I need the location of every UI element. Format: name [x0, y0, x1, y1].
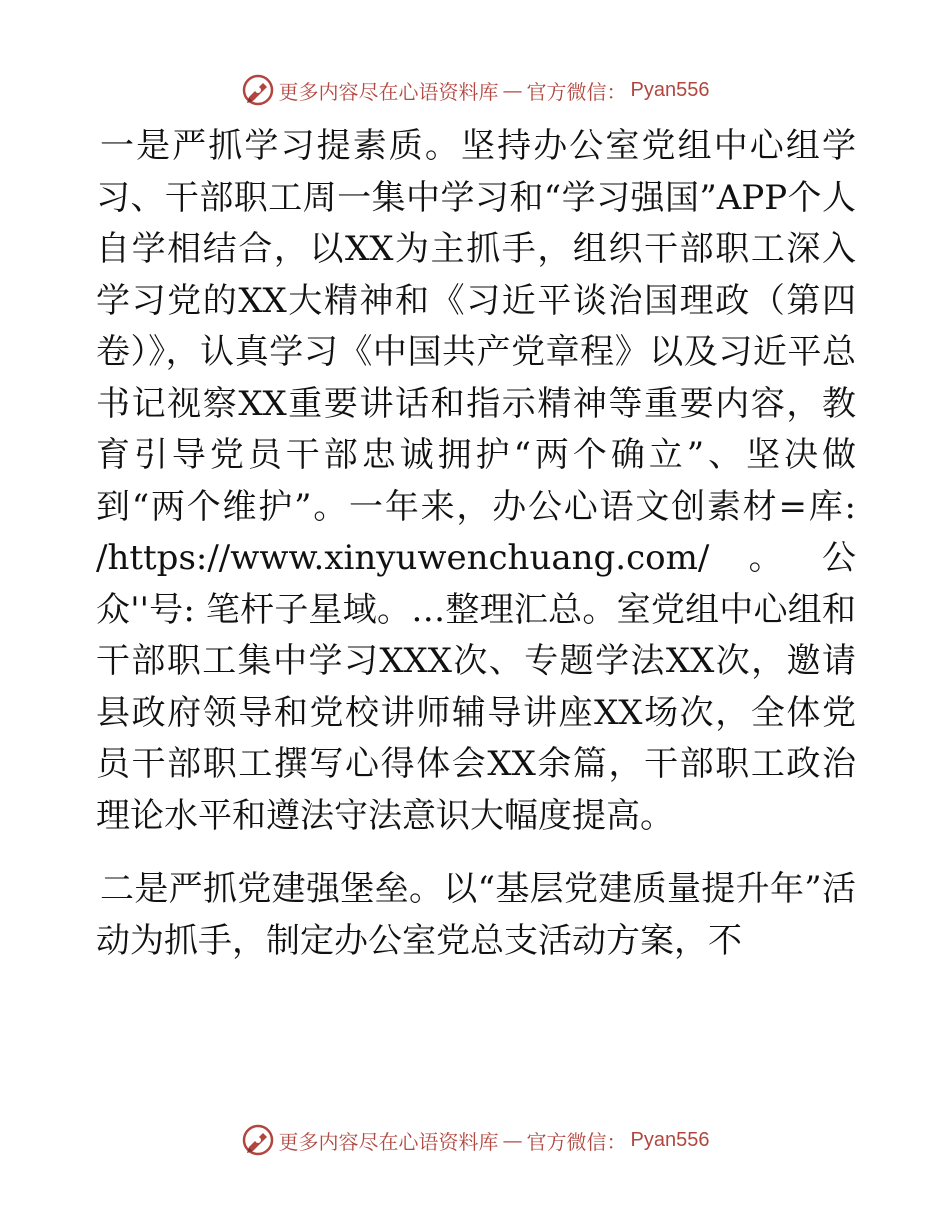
header-banner — [0, 70, 950, 110]
header-dash: — — [502, 78, 523, 102]
pen-brand-logo-icon — [241, 1123, 275, 1157]
header-brand-text: 更多内容尽在心语资料库 — [278, 79, 499, 104]
header-wechat-handle: Pyan556 — [630, 78, 710, 101]
header-banner-content — [241, 73, 710, 107]
footer-dash: — — [502, 1128, 523, 1152]
pen-brand-logo-icon — [241, 73, 275, 107]
footer-official-label: 官方微信： — [526, 1129, 627, 1154]
paragraph-study: 一是严抓学习提素质。坚持办公室党组中心组学习、干部职工周一集中学习和“学习强国”APP个人自学相结合，以XX为主抓手，组织干部职工深入学习党的XX大精神和《习近平谈治国理政（第四卷）》，认真学习《中国共产党章程》以及习近平总书记视察XX重要讲话和指示精神等重要内容，教育引导党员干部忠诚拥护“两个确立”、坚决做到“两个维护”。一年来，办公心语文创素材=库: /https://www.xinyuwenchuang.com/。公众''号: 笔杆子星域。…整理汇总。室党组中心组和干部职工集中学习XXX次、专题学法XX次，邀请县政府领导和党校讲师辅导讲座XX场次，全体党员干部职工撰写心得体会XX余篇，干部职工政治理论水平和遵法守法意识大幅度提高。 — [96, 126, 856, 836]
document-body — [96, 121, 856, 967]
footer-banner — [0, 1120, 950, 1160]
header-official-label: 官方微信： — [526, 79, 627, 104]
footer-banner-content — [241, 1123, 710, 1157]
footer-brand-text: 更多内容尽在心语资料库 — [278, 1129, 499, 1154]
paragraph-party-building: 二是严抓党建强堡垒。以“基层党建质量提升年”活动为抓手，制定办公室党总支活动方案，不 — [96, 869, 856, 961]
footer-wechat-handle: Pyan556 — [630, 1128, 710, 1151]
